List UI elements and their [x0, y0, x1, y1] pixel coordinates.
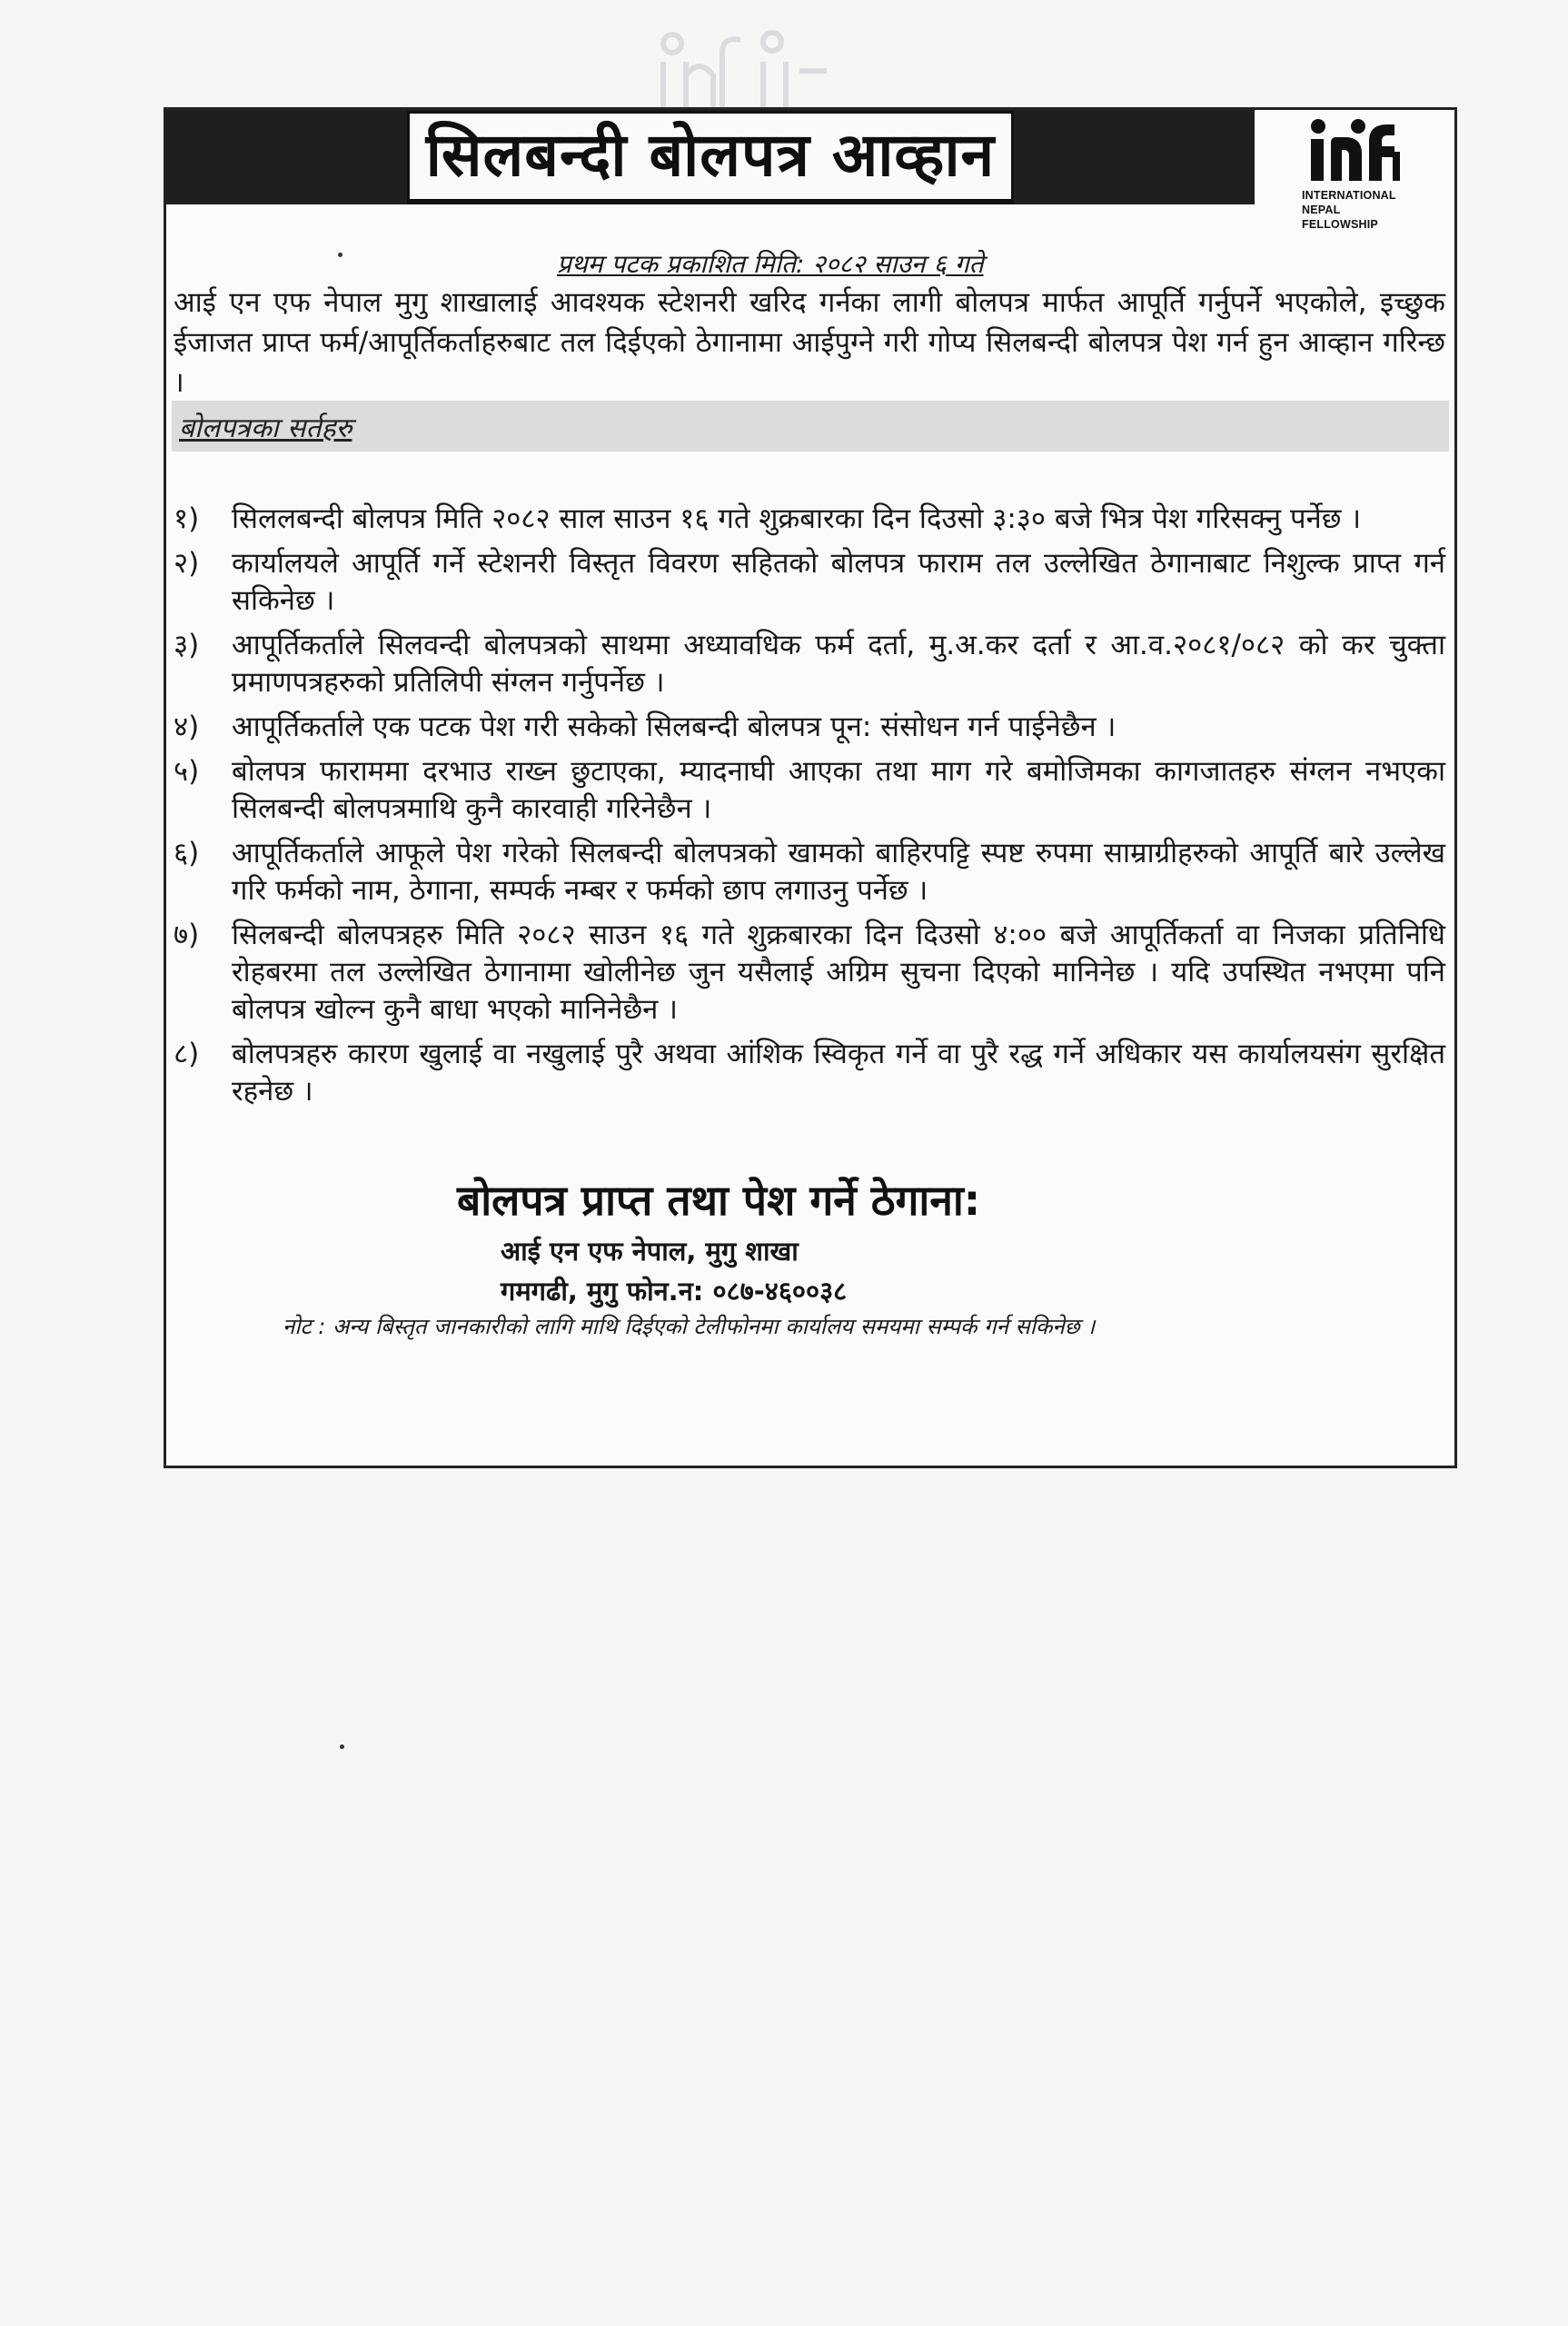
logo-line-3: FELLOWSHIP — [1302, 218, 1378, 231]
address-line-2: गमगढी, मुगु फोन.न: ०८७-४६००३८ — [501, 1276, 848, 1307]
logo-org-name — [1302, 188, 1447, 232]
condition-text: बोलपत्रहरु कारण खुलाई वा नखुलाई पुरै अथवा आंशिक स्विकृत गर्ने वा पुरै रद्ध गर्ने अधिकार यस कार्यालयसंग सुरक्षित रहनेछ । — [232, 1038, 1445, 1108]
logo-mark-text: inf — [1302, 115, 1304, 116]
condition-item — [174, 545, 1445, 620]
faded-stamp-graphic — [636, 7, 845, 116]
condition-number: ५) — [174, 755, 200, 788]
conditions-list — [174, 501, 1445, 1118]
condition-text: आपूर्तिकर्ताले सिलवन्दी बोलपत्रको साथमा अध्यावधिक फर्म दर्ता, मु.अ.कर दर्ता र आ.व.२०८१/०८२ को कर चुक्ता प्रमाणपत्रहरुको प्रतिलिपी संग्लन गर्नुपर्नेछ । — [232, 629, 1445, 699]
condition-item — [174, 627, 1445, 701]
condition-text: आपूर्तिकर्ताले एक पटक पेश गरी सकेको सिलबन्दी बोलपत्र पून: संसोधन गर्न पाईनेछैन । — [232, 711, 1116, 743]
condition-number: २) — [174, 547, 200, 580]
address-heading: बोलपत्र प्राप्त तथा पेश गर्ने ठेगाना: — [457, 1176, 981, 1225]
publication-date: प्रथम पटक प्रकाशित मिति: २०८२ साउन ६ गते — [557, 249, 984, 279]
condition-item — [174, 709, 1445, 746]
title-bar — [166, 110, 1255, 204]
intro-paragraph: आई एन एफ नेपाल मुगु शाखालाई आवश्यक स्टेशनरी खरिद गर्नका लागी बोलपत्र मार्फत आपूर्ति गर्नुपर्ने भएकोले, इच्छुक ईजाजत प्राप्त फर्म/आपूर्तिकर्ताहरुबाट तल दिईएको ठेगानामा आईपुग्ने गरी गोप्य सिलबन्दी बोलपत्र पेश गर्न हुन आव्हान गरिन्छ । — [174, 286, 1445, 399]
condition-number: ४) — [174, 711, 200, 743]
inf-logo — [1302, 115, 1447, 252]
condition-number: ३) — [174, 629, 200, 661]
condition-number: ७) — [174, 919, 200, 951]
conditions-heading: बोलपत्रका सर्तहरु — [179, 412, 352, 444]
condition-item — [174, 917, 1445, 1029]
condition-text: कार्यालयले आपूर्ति गर्ने स्टेशनरी विस्तृत विवरण सहितको बोलपत्र फाराम तल उल्लेखित ठेगानाबाट निशुल्क प्राप्त गर्न सकिनेछ । — [232, 547, 1445, 617]
condition-text: सिलबन्दी बोलपत्रहरु मिति २०८२ साउन १६ गते शुक्रबारका दिन दिउसो ४:०० बजे आपूर्तिकर्ता वा निजका प्रतिनिधि रोहबरमा तल उल्लेखित ठेगानामा खोलीनेछ जुन यसैलाई अग्रिम सुचना दिएको मानिनेछ । यदि उपस्थित नभएमा पनि बोलपत्र खोल्न कुनै बाधा भएको मानिनेछैन । — [232, 919, 1445, 1026]
condition-item — [174, 753, 1445, 828]
stray-mark — [338, 253, 342, 257]
condition-item — [174, 501, 1445, 538]
condition-item — [174, 835, 1445, 910]
notice-title: सिलबन्दी बोलपत्र आव्हान — [407, 111, 1014, 204]
logo-line-1: INTERNATIONAL — [1302, 189, 1396, 202]
condition-number: ६) — [174, 837, 200, 870]
condition-item — [174, 1036, 1445, 1110]
stray-mark — [340, 1744, 344, 1749]
condition-text: आपूर्तिकर्ताले आफूले पेश गरेको सिलबन्दी बोलपत्रको खामको बाहिरपट्टि स्पष्ट रुपमा साम्राग्रीहरुको आपूर्ति बारे उल्लेख गरि फर्मको नाम, ठेगाना, सम्पर्क नम्बर र फर्मको छाप लगाउनु पर्नेछ । — [232, 837, 1445, 907]
conditions-heading-bar — [172, 401, 1449, 452]
condition-text: बोलपत्र फाराममा दरभाउ राख्न छुटाएका, म्यादनाघी आएका तथा माग गरे बमोजिमका कागजातहरु संग्लन नभएका सिलबन्दी बोलपत्रमाथि कुनै कारवाही गरिनेछैन । — [232, 755, 1445, 825]
address-line-1: आई एन एफ नेपाल, मुगु शाखा — [501, 1236, 799, 1267]
condition-number: १) — [174, 502, 200, 535]
condition-number: ८) — [174, 1038, 200, 1070]
footer-note: नोट : अन्य बिस्तृत जानकारीको लागि माथि दिईएको टेलीफोनमा कार्यालय समयमा सम्पर्क गर्न सकिनेछ । — [283, 1314, 1096, 1339]
tender-notice — [164, 107, 1457, 1468]
inf-logo-icon — [1302, 115, 1402, 184]
logo-line-2: NEPAL — [1302, 204, 1341, 216]
condition-text: सिललबन्दी बोलपत्र मिति २०८२ साल साउन १६ गते शुक्रबारका दिन दिउसो ३:३० बजे भित्र पेश गरिसक्नु पर्नेछ । — [232, 502, 1362, 535]
